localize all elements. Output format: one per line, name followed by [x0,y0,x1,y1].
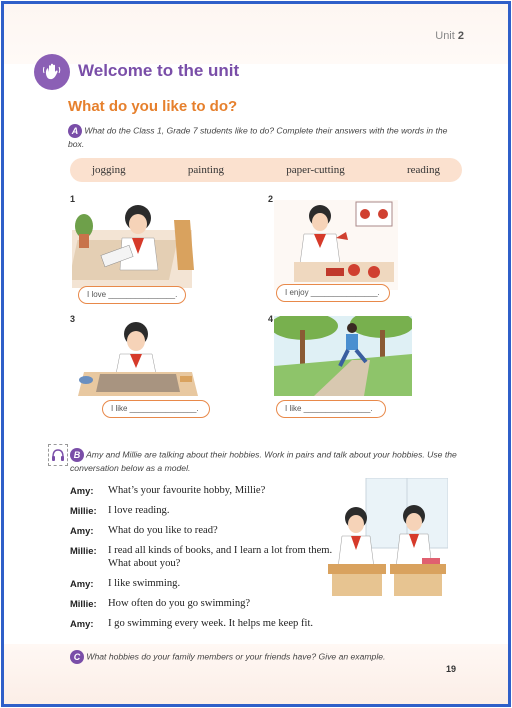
welcome-title: Welcome to the unit [78,61,240,80]
conversation-line: Millie: I read all kinds of books, and I learn a lot from them. What about you? [70,545,333,569]
illustration-jogging-boy [274,316,412,396]
section-c-letter: C [70,650,84,664]
section-c-instruction: C What hobbies do your family members or your friends have? Give an example. [70,650,462,664]
main-question: What do you like to do? [68,98,238,115]
unit-label: Unit 2 [435,30,464,42]
word-paper-cutting: paper-cutting [286,164,345,176]
item-4-answer-blank[interactable]: I like _______________. [276,400,386,418]
item-2-answer-blank[interactable]: I enjoy _______________. [276,284,390,302]
item-number-1: 1 [70,194,76,204]
section-b-letter: B [70,448,84,462]
conversation-line: Amy: I go swimming every week. It helps me keep fit. [70,618,314,629]
conversation [70,484,340,637]
illustration-reading-boy [72,200,196,296]
item-number-3: 3 [70,314,76,324]
word-jogging: jogging [92,164,126,176]
headset-icon[interactable] [48,444,68,466]
conversation-line: Millie: How often do you go swimming? [70,598,251,609]
item-number-2: 2 [268,194,274,204]
illustration-painting-girl [74,316,198,402]
conversation-line: Millie: I love reading. [70,505,170,516]
page-frame [1,1,511,707]
conversation-line: Amy: I like swimming. [70,578,181,589]
item-3-answer-blank[interactable]: I like _______________. [102,400,210,418]
conversation-line: Amy: What’s your favourite hobby, Millie? [70,485,266,496]
item-1-answer-blank[interactable]: I love _______________. [78,286,186,304]
word-box [70,158,462,182]
section-a-instruction: A What do the Class 1, Grade 7 students like to do? Complete their answers with the words in the box. [68,125,448,149]
top-band [4,4,508,64]
section-a-letter: A [68,124,82,138]
word-reading: reading [407,164,440,176]
page-number: 19 [445,664,456,674]
illustration-two-students [326,478,448,608]
illustration-paper-cutting-girl [274,200,398,290]
word-painting: painting [187,164,224,176]
section-b-instruction: B Amy and Millie are talking about their hobbies. Work in pairs and talk about your hobbies. Use the conversation below as a model. [70,449,457,473]
conversation-line: Amy: What do you like to read? [70,525,218,536]
item-number-4: 4 [268,314,274,324]
waving-hand-icon [34,54,70,90]
